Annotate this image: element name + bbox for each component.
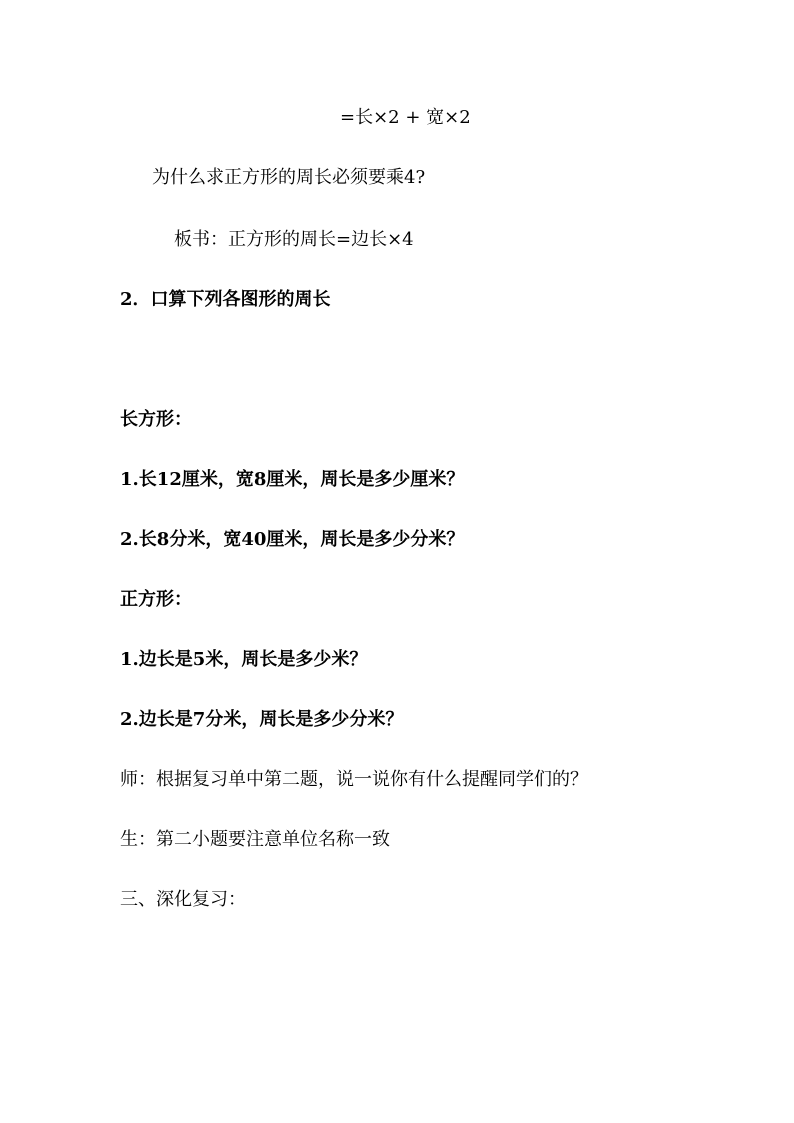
section-2-title: 2．口算下列各图形的周长 [120, 289, 331, 310]
square-heading: 正方形： [120, 589, 192, 610]
rectangle-question-2: 2.长8分米，宽40厘米，周长是多少分米？ [120, 529, 465, 550]
square-question: 为什么求正方形的周长必须要乘4? [152, 167, 426, 188]
square-question-2: 2.边长是7分米，周长是多少分米？ [120, 709, 404, 730]
square-question-1: 1.边长是5米，周长是多少米？ [120, 649, 368, 670]
section-3-title: 三、深化复习： [120, 889, 246, 910]
board-note: 板书：正方形的周长=边长×4 [174, 229, 414, 250]
teacher-line: 师：根据复习单中第二题，说一说你有什么提醒同学们的？ [120, 769, 588, 790]
perimeter-formula: =长×2 + 宽×2 [340, 107, 471, 128]
rectangle-heading: 长方形： [120, 409, 192, 430]
student-line: 生：第二小题要注意单位名称一致 [120, 829, 390, 850]
rectangle-question-1: 1.长12厘米，宽8厘米，周长是多少厘米？ [120, 469, 465, 490]
